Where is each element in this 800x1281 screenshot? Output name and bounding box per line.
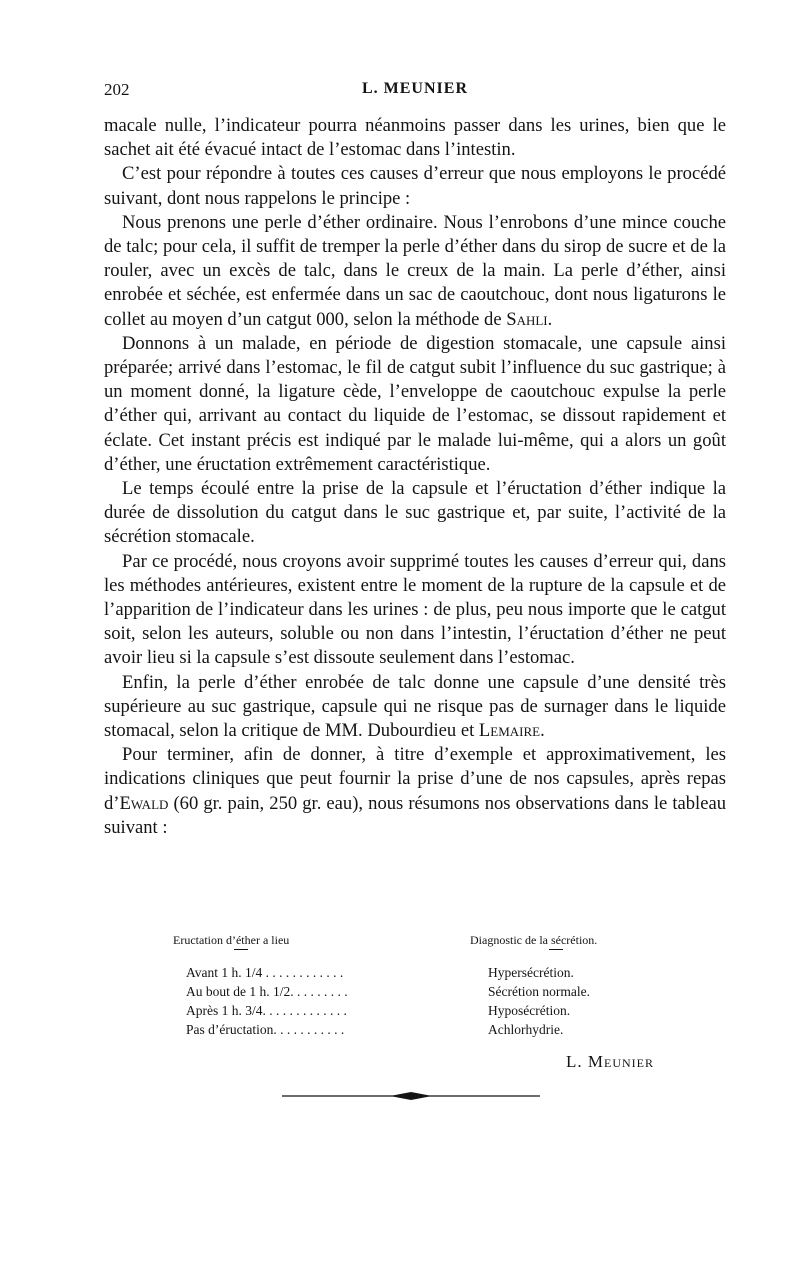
table-cell-diagnosis: Sécrétion normale.	[488, 984, 590, 999]
author-signature: L. Meunier	[566, 1052, 654, 1071]
page-number: 202	[104, 80, 130, 99]
paragraph-1: macale nulle, l’indicateur pourra néanmoins passer dans les urines, bien que le sachet ait été évacué intact de l’estomac dans l’intestin.	[104, 115, 726, 161]
paragraph-3	[104, 211, 726, 332]
author-name-ewald: Ewald	[119, 792, 169, 814]
table-cell-timing: Après 1 h. 3/4. . . . . . . . . . . . .	[186, 1003, 347, 1018]
paragraph-8-text: Pour terminer, afin de donner, à titre d’exemple et approximativement, les indications cliniques que peut fournir la prise d’une de nos capsules, après repas d’	[104, 744, 726, 814]
table-cell-diagnosis: Achlorhydrie.	[488, 1022, 564, 1037]
paragraph-2: C’est pour répondre à toutes ces causes d’erreur que nous employons le procédé suivant, dont nous rappelons le principe :	[104, 163, 726, 209]
paragraph-3-end: .	[547, 308, 553, 330]
author-name-lemaire: Lemaire	[478, 720, 541, 742]
running-head: L. MEUNIER	[361, 80, 468, 97]
paragraph-7-text: Enfin, la perle d’éther enrobée de talc donne une capsule d’une densité très supérieure au suc gastrique, capsule qui ne risque pas de surnager dans le liquide stomacal, selon la critique de MM. Dubourdieu et	[104, 671, 726, 742]
author-name-sahli: Sahli	[506, 308, 548, 330]
header-rule-left	[234, 949, 248, 950]
body-text	[104, 114, 726, 840]
table-row	[104, 965, 726, 985]
paragraph-5: Le temps écoulé entre la prise de la capsule et l’éructation d’éther indique la durée de dissolution du catgut dans le suc gastrique et, par suite, l’activité de la sécrétion stomacale.	[104, 478, 726, 548]
paragraph-6: Par ce procédé, nous croyons avoir supprimé toutes les causes d’erreur qui, dans les méthodes antérieures, existent entre le moment de la rupture de la capsule et de l’apparition de l’indicateur dans les urines : de plus, peu nous importe que le catgut soit, selon les auteurs, soluble ou non dans l’intestin, l’éructation d’éther ne peut avoir lieu si la capsule s’est dissoute seulement dans l’estomac.	[104, 550, 726, 669]
header-rule-right	[549, 949, 563, 950]
paragraph-7	[104, 671, 726, 744]
table-header-eructation: Eructation d’éther a lieu	[173, 933, 290, 947]
page-header	[104, 80, 726, 102]
table-cell-timing: Au bout de 1 h. 1/2. . . . . . . . .	[186, 984, 348, 999]
paragraph-8-end: (60 gr. pain, 250 gr. eau), nous résumons nos observations dans le tableau suivant :	[104, 792, 726, 838]
table-cell-diagnosis: Hyposécrétion.	[488, 1003, 571, 1018]
paragraph-3-text: Nous prenons une perle d’éther ordinaire. Nous l’enrobons d’une mince couche de talc; pour cela, il suffit de tremper la perle d’éther dans du sirop de sucre et de la rouler, avec un excès de talc, dans le creux de la main. La perle d’éther, ainsi enrobée et séchée, est enfermée dans un sac de caoutchouc, dont nous ligaturons le collet au moyen d’un catgut 000, selon la méthode de	[104, 211, 726, 330]
table-cell-timing: Avant 1 h. 1/4 . . . . . . . . . . . .	[186, 965, 344, 980]
table-cell-diagnosis: Hypersécrétion.	[488, 965, 574, 980]
end-ornament-icon	[282, 1089, 540, 1103]
table-header-diagnostic: Diagnostic de la sécrétion.	[470, 933, 598, 947]
paragraph-8	[104, 743, 726, 840]
paragraph-7-end: .	[540, 720, 545, 742]
paragraph-4: Donnons à un malade, en période de digestion stomacale, une capsule ainsi préparée; arrivé dans l’estomac, le fil de catgut subit l’influence du suc gastrique; à un moment donné, la ligature cède, l’enveloppe de caoutchouc expulse la perle d’éther qui, arrivant au contact du liquide de l’estomac, se dissout rapidement et éclate. Cet instant précis est indiqué par le malade lui-même, qui a alors un goût d’éther, une éructation extrêmement caractéristique.	[104, 332, 726, 475]
table-row	[104, 984, 726, 1004]
table-row	[104, 1003, 726, 1023]
table-cell-timing: Pas d’éructation. . . . . . . . . . .	[186, 1022, 345, 1037]
table-row	[104, 1022, 726, 1042]
